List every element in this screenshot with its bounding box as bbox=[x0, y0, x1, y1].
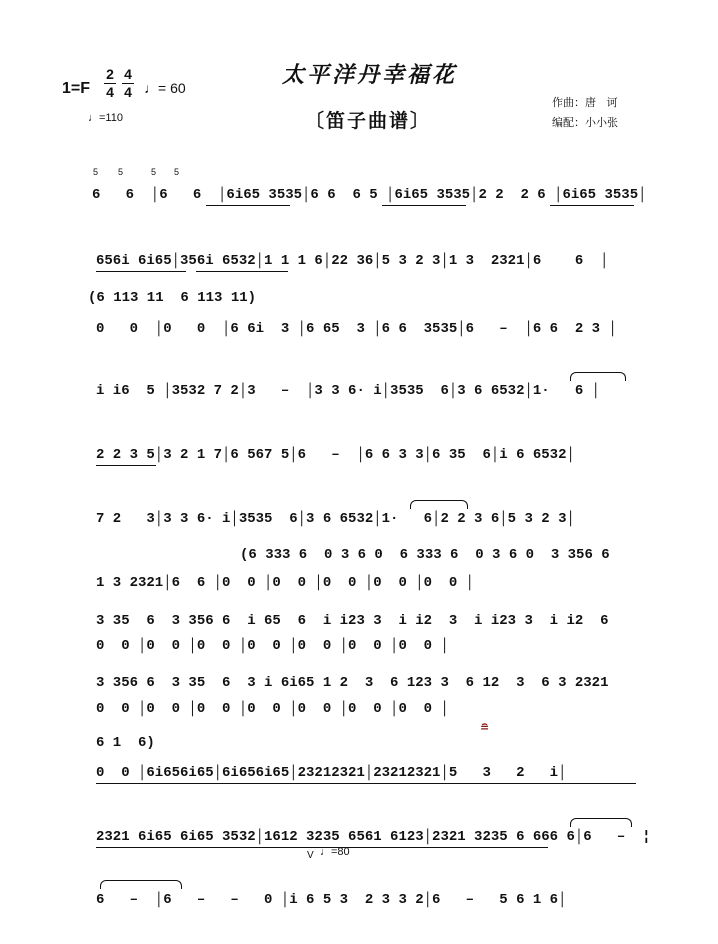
score-line-10: 0 0 │6i656i65│6i656i65│23212321│23212321│5 3 2 i│ bbox=[96, 765, 567, 781]
beam bbox=[382, 205, 466, 206]
credits bbox=[552, 93, 618, 133]
score-line-2: 656i 6i65│356i 6532│1 1 1 6│22 36│5 3 2 3│1 3 2321│6 6 │ bbox=[96, 253, 609, 269]
grace-note: 5 bbox=[151, 167, 157, 177]
page-subtitle: 〔笛子曲谱〕 bbox=[305, 110, 432, 132]
beam bbox=[550, 205, 634, 206]
beam bbox=[206, 205, 290, 206]
time-signature-4-4: 4 4 bbox=[122, 66, 134, 101]
beam bbox=[196, 271, 288, 272]
score-line-10-melody: 6 1 6) bbox=[96, 735, 155, 751]
score-line-7: 1 3 2321│6 6 │0 0 │0 0 │0 0 │0 0 │0 0 │ bbox=[96, 575, 475, 591]
score-line-9-melody: 3 356 6 3 35 6 3 i 6i65 1 2 3 6 123 3 6 12 3 6 3 2321 bbox=[96, 675, 609, 691]
key-signature: 1=F bbox=[62, 80, 91, 97]
composer-credit: 作曲：唐 诃 bbox=[552, 96, 618, 109]
time-signature-2-4: 2 4 bbox=[104, 66, 116, 101]
page-title: 太平洋丹幸福花 bbox=[282, 62, 458, 88]
grace-note: 5 bbox=[118, 167, 124, 177]
score-line-1: 6 6 │6 6 │6i65 3535│6 6 6 5 │6i65 3535│2 2 2 6 │6i65 3535│ bbox=[92, 187, 647, 203]
tempo-change: ♩=80 bbox=[320, 846, 350, 858]
arranger-credit: 编配：小小张 bbox=[552, 116, 618, 129]
score-line-11: 2321 6i65 6i65 3532│1612 3235 6561 6123│2321 3235 6 666 6│6 – ¦ bbox=[96, 829, 651, 845]
score-line-3-accompaniment: (6 113 11 6 113 11) bbox=[88, 290, 257, 306]
score-line-3: 0 0 │0 0 │6 6i 3 │6 65 3 │6 6 3535│6 – │6 6 2 3 │ bbox=[96, 321, 617, 337]
tempo-marking-secondary: ♩=110 bbox=[88, 112, 123, 124]
score-line-7-accompaniment: (6 333 6 0 3 6 0 6 333 6 0 3 6 0 3 356 6 bbox=[240, 547, 610, 563]
section-marker: ≘ bbox=[480, 722, 490, 734]
tie bbox=[410, 500, 468, 509]
score-line-5: 2 2 3 5│3 2 1 7│6 567 5│6 – │6 6 3 3│6 35 6│i 6 6532│ bbox=[96, 447, 575, 463]
score-line-4: i i6 5 │3532 7 2│3 – │3 3 6· i│3535 6│3 6 6532│1· 6 │ bbox=[96, 383, 601, 399]
score-line-8-melody: 3 35 6 3 356 6 i 65 6 i i23 3 i i2 3 i i23 3 i i2 6 bbox=[96, 613, 609, 629]
beam bbox=[96, 465, 156, 466]
grace-note: 5 bbox=[174, 167, 180, 177]
score-line-6: 7 2 3│3 3 6· i│3535 6│3 6 6532│1· 6│2 2 3 6│5 3 2 3│ bbox=[96, 511, 575, 527]
grace-note: 5 bbox=[93, 167, 99, 177]
tie bbox=[570, 372, 626, 381]
tie bbox=[100, 880, 182, 889]
tie bbox=[570, 818, 632, 827]
score-line-8: 0 0 │0 0 │0 0 │0 0 │0 0 │0 0 │0 0 │ bbox=[96, 638, 449, 654]
score-line-9: 0 0 │0 0 │0 0 │0 0 │0 0 │0 0 │0 0 │ bbox=[96, 701, 449, 717]
tempo-marking: ♩= 60 bbox=[144, 80, 186, 96]
beam bbox=[96, 271, 186, 272]
breath-mark: V bbox=[307, 850, 314, 861]
score-line-12: 6 – │6 – – 0 │i 6 5 3 2 3 3 2│6 – 5 6 1 6│ bbox=[96, 892, 567, 908]
beam bbox=[96, 783, 636, 784]
